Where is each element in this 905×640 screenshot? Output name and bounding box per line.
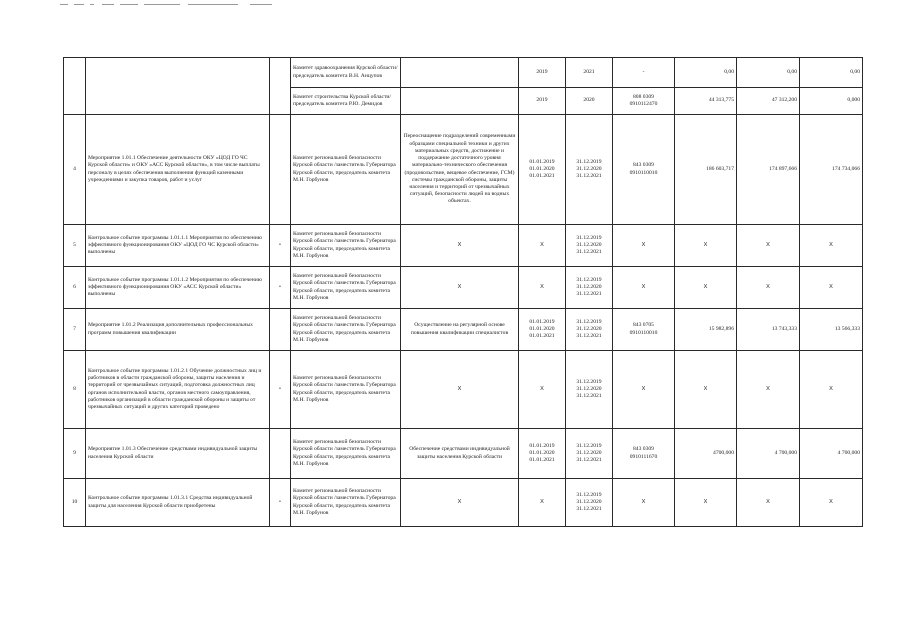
responsible-executor-cell: Комитет региональной безопасности Курской области /заместитель Губернатора Курской области, председатель комитета М.Н. Горбунов <box>291 267 401 309</box>
activity-description-cell: Контрольное событие программы 1.01.3.1 Средства индивидуальной защиты для населения Курской области приобретены <box>86 479 270 527</box>
funding-2021-cell: 174 734,066 <box>800 115 863 225</box>
budget-classification-code-cell-line: 843 0309 <box>633 446 654 453</box>
end-date-cell-line: 31.12.2020 <box>576 498 602 505</box>
expected-result-cell: Переоснащение подразделений современными образцами специальной техники и других материальных средств, достижение и поддержание достаточного уровня материально-технического обеспечения (продовольствие, вещевое обеспечение, ГСМ) системы гражданской обороны, защиты населения и территорий от чрезвычайных ситуаций, безопасности людей на водных объектах. <box>401 115 519 225</box>
scan-artifact-marks <box>60 4 320 7</box>
funding-2019-cell: 0,00 <box>675 58 737 88</box>
expected-result-cell: X <box>401 351 519 429</box>
funding-2019-cell: X <box>675 351 737 429</box>
responsible-executor-cell: Комитет региональной безопасности Курской области /заместитель Губернатора Курской области, председатель комитета М.Н. Горбунов <box>291 225 401 267</box>
responsible-executor-cell: Комитет региональной безопасности Курской области /заместитель Губернатора Курской области, председатель комитета М.Н. Горбунов <box>291 351 401 429</box>
budget-classification-code-cell-line: 843 0309 <box>633 162 654 169</box>
funding-2020-cell: X <box>737 225 800 267</box>
expected-result-cell: X <box>401 225 519 267</box>
plan-table-body <box>64 58 863 527</box>
control-event-marker-cell: • <box>270 267 291 309</box>
end-date-cell <box>566 309 613 351</box>
budget-classification-code-cell <box>613 429 675 479</box>
end-date-cell <box>566 479 613 527</box>
end-date-cell-line: 31.12.2021 <box>576 291 602 298</box>
start-date-cell-line: X <box>540 385 544 392</box>
action-plan-table <box>63 57 863 527</box>
end-date-cell-line: 31.12.2021 <box>576 393 602 400</box>
budget-classification-code-cell <box>613 225 675 267</box>
table-row <box>64 267 863 309</box>
funding-2019-cell: X <box>675 479 737 527</box>
end-date-cell-line: 31.12.2020 <box>576 325 602 332</box>
control-event-marker-cell <box>270 58 291 115</box>
control-event-marker-cell: • <box>270 351 291 429</box>
table-row <box>64 58 863 88</box>
start-date-cell-line: X <box>540 241 544 248</box>
start-date-cell-line: 01.01.2019 <box>529 158 555 165</box>
expected-result-cell: X <box>401 479 519 527</box>
end-date-cell <box>566 58 613 88</box>
budget-classification-code-cell-line: 843 0705 <box>633 322 654 329</box>
end-date-cell-line: 31.12.2020 <box>576 165 602 172</box>
end-date-cell-line: 2020 <box>583 97 595 104</box>
expected-result-cell: Обеспечение средствами индивидуальной защиты населения Курской области <box>401 429 519 479</box>
end-date-cell-line: 31.12.2020 <box>576 283 602 290</box>
funding-2019-cell: 186 603,717 <box>675 115 737 225</box>
end-date-cell <box>566 115 613 225</box>
start-date-cell-line: 01.01.2021 <box>529 173 555 180</box>
row-number-cell <box>64 58 86 115</box>
end-date-cell-line: 31.12.2019 <box>576 442 602 449</box>
start-date-cell-line: 01.01.2020 <box>529 449 555 456</box>
activity-description-cell: Мероприятие 1.01.3 Обеспечение средствами индивидуальной защиты населения Курской области <box>86 429 270 479</box>
row-number-cell: 7 <box>64 309 86 351</box>
funding-2019-cell: X <box>675 267 737 309</box>
funding-2020-cell: 4 700,000 <box>737 429 800 479</box>
funding-2021-cell: X <box>800 479 863 527</box>
expected-result-cell <box>401 58 519 88</box>
end-date-cell-line: 31.12.2021 <box>576 173 602 180</box>
end-date-cell <box>566 351 613 429</box>
start-date-cell-line: 01.01.2021 <box>529 457 555 464</box>
end-date-cell-line: 31.12.2020 <box>576 449 602 456</box>
responsible-executor-cell: Комитет строительства Курской области/ председатель комитета Р.Ю. Демидов <box>291 88 401 115</box>
start-date-cell-line: X <box>540 498 544 505</box>
row-number-cell: 6 <box>64 267 86 309</box>
end-date-cell-line: 31.12.2019 <box>576 318 602 325</box>
responsible-executor-cell: Комитет региональной безопасности Курской области /заместитель Губернатора Курской области, председатель комитета М.Н. Горбунов <box>291 115 401 225</box>
budget-classification-code-cell-line: 0910110010 <box>629 169 658 176</box>
budget-classification-code-cell-line: 808 0309 <box>633 93 654 100</box>
budget-classification-code-cell-line: 0910111670 <box>629 453 658 460</box>
budget-classification-code-cell <box>613 115 675 225</box>
control-event-marker-cell: • <box>270 479 291 527</box>
start-date-cell <box>519 88 566 115</box>
end-date-cell-line: 31.12.2019 <box>576 276 602 283</box>
end-date-cell-line: 31.12.2019 <box>576 234 602 241</box>
activity-description-cell: Контрольное событие программы 1.01.1.2 Мероприятия по обеспечению эффективного функционирования ОКУ «АСС Курской области» выполнены <box>86 267 270 309</box>
start-date-cell <box>519 309 566 351</box>
start-date-cell <box>519 479 566 527</box>
control-event-marker-cell <box>270 429 291 479</box>
start-date-cell <box>519 267 566 309</box>
responsible-executor-cell: Комитет региональной безопасности Курской области /заместитель Губернатора Курской области, председатель комитета М.Н. Горбунов <box>291 479 401 527</box>
funding-2021-cell: X <box>800 351 863 429</box>
funding-2021-cell: 0,000 <box>800 88 863 115</box>
end-date-cell-line: 31.12.2020 <box>576 241 602 248</box>
funding-2020-cell: 174 897,666 <box>737 115 800 225</box>
budget-classification-code-cell <box>613 351 675 429</box>
start-date-cell <box>519 351 566 429</box>
funding-2020-cell: 13 743,333 <box>737 309 800 351</box>
funding-2021-cell: 0,00 <box>800 58 863 88</box>
activity-description-cell: Мероприятие 1.01.2 Реализация дополнительных профессиональных программ повышения квалификации <box>86 309 270 351</box>
start-date-cell <box>519 429 566 479</box>
funding-2020-cell: 0,00 <box>737 58 800 88</box>
budget-classification-code-cell <box>613 58 675 88</box>
end-date-cell <box>566 267 613 309</box>
end-date-cell-line: 31.12.2021 <box>576 506 602 513</box>
start-date-cell <box>519 115 566 225</box>
funding-2020-cell: X <box>737 479 800 527</box>
funding-2020-cell: 47 312,200 <box>737 88 800 115</box>
budget-classification-code-cell-line: X <box>641 385 646 392</box>
start-date-cell <box>519 58 566 88</box>
start-date-cell-line: 01.01.2020 <box>529 165 555 172</box>
funding-2021-cell: X <box>800 267 863 309</box>
funding-2021-cell: 4 700,000 <box>800 429 863 479</box>
table-row <box>64 479 863 527</box>
start-date-cell-line: 01.01.2019 <box>529 442 555 449</box>
budget-classification-code-cell-line: X <box>641 283 646 290</box>
start-date-cell-line: X <box>540 283 544 290</box>
row-number-cell: 5 <box>64 225 86 267</box>
start-date-cell-line: 01.01.2021 <box>529 333 555 340</box>
start-date-cell-line: 01.01.2020 <box>529 325 555 332</box>
funding-2020-cell: X <box>737 267 800 309</box>
budget-classification-code-cell-line: X <box>641 241 646 248</box>
end-date-cell <box>566 88 613 115</box>
end-date-cell <box>566 429 613 479</box>
end-date-cell <box>566 225 613 267</box>
end-date-cell-line: 31.12.2021 <box>576 249 602 256</box>
expected-result-cell: X <box>401 267 519 309</box>
budget-classification-code-cell-line: X <box>641 498 646 505</box>
activity-description-cell <box>86 58 270 115</box>
expected-result-cell <box>401 88 519 115</box>
control-event-marker-cell <box>270 115 291 225</box>
row-number-cell: 9 <box>64 429 86 479</box>
funding-2021-cell: X <box>800 225 863 267</box>
end-date-cell-line: 31.12.2020 <box>576 385 602 392</box>
end-date-cell-line: 31.12.2019 <box>576 158 602 165</box>
start-date-cell <box>519 225 566 267</box>
funding-2019-cell: 15 982,896 <box>675 309 737 351</box>
start-date-cell-line: 2019 <box>536 97 548 104</box>
budget-classification-code-cell <box>613 479 675 527</box>
activity-description-cell: Контрольное событие программы 1.01.1.1 Мероприятия по обеспечению эффективного функционирования ОКУ «ЦОД ГО ЧС Курской области» выполнены <box>86 225 270 267</box>
activity-description-cell: Мероприятие 1.01.1 Обеспечение деятельности ОКУ «ЦОД ГО ЧС Курской области» и ОКУ «АСС Курской области», в том числе выплаты персоналу в целях обеспечения выполнения функций казенными учреждениями и закупка товаров, работ и услуг <box>86 115 270 225</box>
control-event-marker-cell: • <box>270 225 291 267</box>
budget-classification-code-cell <box>613 267 675 309</box>
control-event-marker-cell <box>270 309 291 351</box>
table-row <box>64 115 863 225</box>
responsible-executor-cell: Комитет здравоохранения Курской области/ председатель комитета В.Н. Анцупов <box>291 58 401 88</box>
end-date-cell-line: 31.12.2021 <box>576 457 602 464</box>
row-number-cell: 10 <box>64 479 86 527</box>
end-date-cell-line: 31.12.2019 <box>576 378 602 385</box>
budget-classification-code-cell <box>613 88 675 115</box>
end-date-cell-line: 2021 <box>583 68 595 75</box>
budget-classification-code-cell-line: 0910110010 <box>629 329 658 336</box>
funding-2019-cell: X <box>675 225 737 267</box>
row-number-cell: 4 <box>64 115 86 225</box>
expected-result-cell: Осуществление на регулярной основе повышения квалификации специалистов <box>401 309 519 351</box>
table-row <box>64 309 863 351</box>
end-date-cell-line: 31.12.2021 <box>576 333 602 340</box>
end-date-cell-line: 31.12.2019 <box>576 491 602 498</box>
funding-2019-cell: 4700,000 <box>675 429 737 479</box>
activity-description-cell: Контрольное событие программы 1.01.2.1 Обучение должностных лиц и работников в области гражданской обороны, защиты населения и территорий от чрезвычайных ситуаций, подготовка должностных лиц органов исполнительной власти, органов местного самоуправления, работников организаций в области гражданской обороны и защиты от чрезвычайных ситуаций и других категорий проведено <box>86 351 270 429</box>
budget-classification-code-cell-line: 0910112470 <box>629 101 658 107</box>
start-date-cell-line: 01.01.2019 <box>529 318 555 325</box>
table-row <box>64 429 863 479</box>
table-row <box>64 225 863 267</box>
funding-2021-cell: 13 566,333 <box>800 309 863 351</box>
budget-classification-code-cell <box>613 309 675 351</box>
responsible-executor-cell: Комитет региональной безопасности Курской области /заместитель Губернатора Курской области, председатель комитета М.Н. Горбунов <box>291 309 401 351</box>
table-row <box>64 351 863 429</box>
responsible-executor-cell: Комитет региональной безопасности Курской области /заместитель Губернатора Курской области, председатель комитета М.Н. Горбунов <box>291 429 401 479</box>
start-date-cell-line: 2019 <box>536 68 548 75</box>
funding-2020-cell: X <box>737 351 800 429</box>
row-number-cell: 8 <box>64 351 86 429</box>
funding-2019-cell: 44 313,775 <box>675 88 737 115</box>
budget-classification-code-cell-line: - <box>642 68 645 75</box>
